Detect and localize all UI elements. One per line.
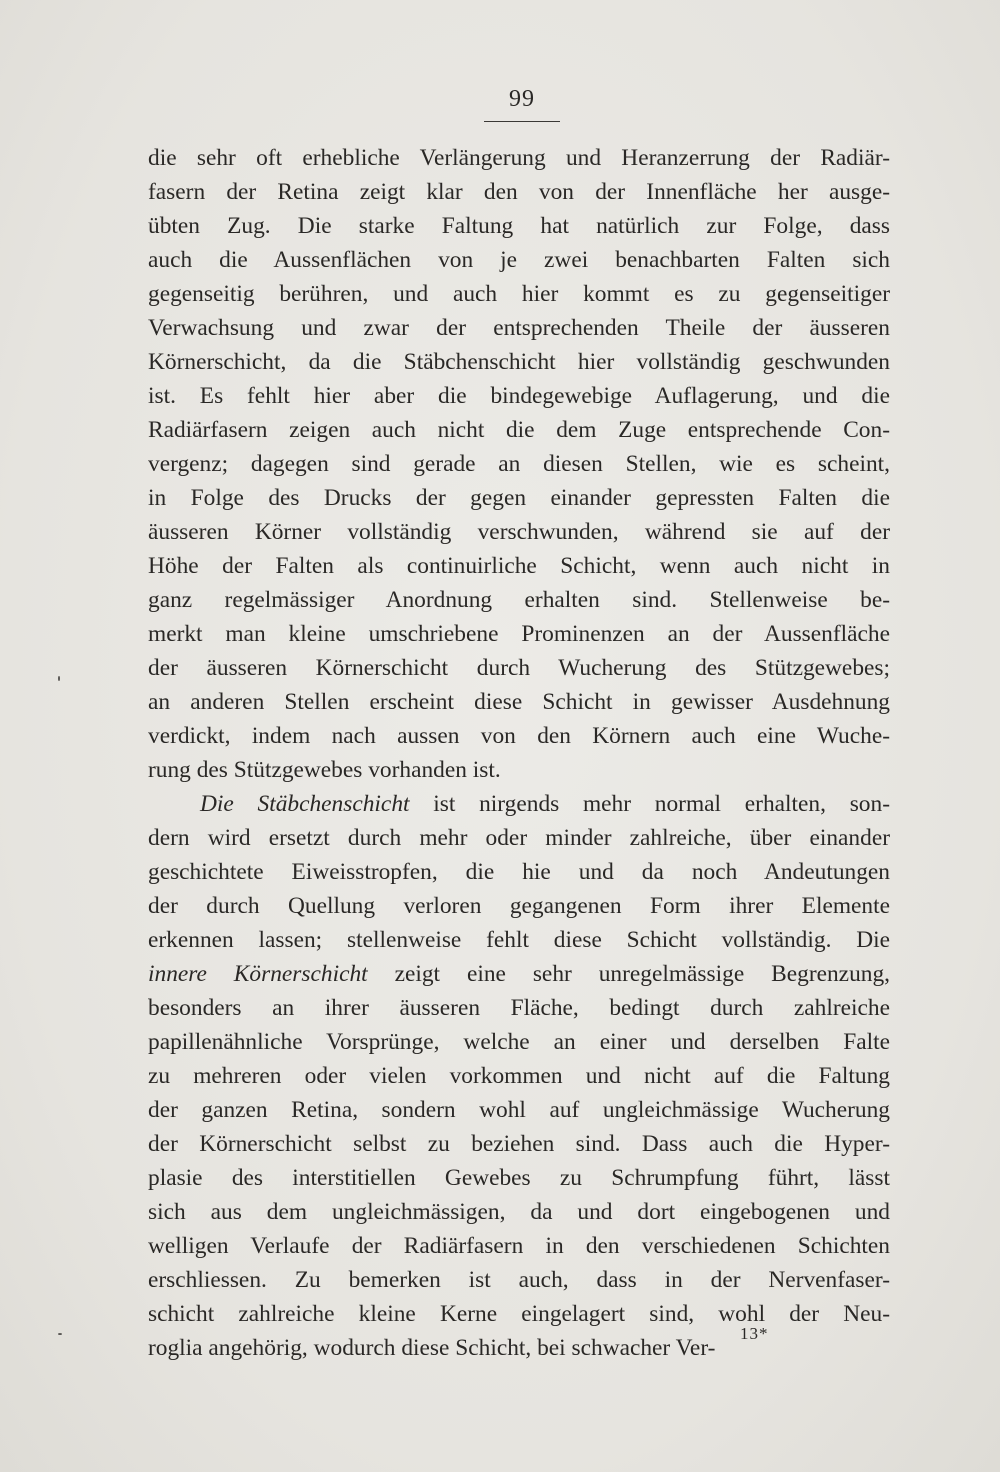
line-text: Körnerschicht, da die Stäbchenschicht hier vollständig geschwunden: [148, 349, 890, 375]
text-line: [148, 1059, 890, 1093]
line-text: welligen Verlaufe der Radiärfasern in den verschiedenen Schichten: [148, 1233, 890, 1259]
line-text: der durch Quellung verloren gegangenen Form ihrer Elemente: [148, 893, 890, 919]
line-text: schicht zahlreiche kleine Kerne eingelagert sind, wohl der Neu-: [148, 1301, 890, 1327]
text-line: [148, 753, 890, 787]
text-line: [148, 1195, 890, 1229]
text-line: [148, 583, 890, 617]
text-line: [148, 821, 890, 855]
text-line: [148, 855, 890, 889]
line-text: die sehr oft erhebliche Verlängerung und Heranzerrung der Radiär-: [148, 145, 890, 171]
print-speck: [58, 676, 60, 681]
text-line: [148, 345, 890, 379]
text-line: [148, 1263, 890, 1297]
text-line: [148, 1161, 890, 1195]
line-text: rung des Stützgewebes vorhanden ist.: [148, 757, 501, 783]
text-line: [148, 175, 890, 209]
line-text: ist nirgends mehr normal erhalten, son-: [409, 791, 890, 817]
text-line: [148, 1229, 890, 1263]
text-line: [148, 141, 890, 175]
text-line: [148, 515, 890, 549]
text-line: [148, 889, 890, 923]
line-text: gegenseitig berühren, und auch hier kommt es zu gegenseitiger: [148, 281, 890, 307]
text-line: [148, 277, 890, 311]
line-text: der ganzen Retina, sondern wohl auf ungleichmässige Wucherung: [148, 1097, 890, 1123]
line-text: zeigt eine sehr unregelmässige Begrenzung,: [367, 961, 890, 987]
line-text: merkt man kleine umschriebene Prominenzen an der Aussenfläche: [148, 621, 890, 647]
text-line: [148, 549, 890, 583]
text-line: [148, 209, 890, 243]
text-line: [148, 1297, 890, 1331]
text-line: [148, 991, 890, 1025]
line-text: zu mehreren oder vielen vorkommen und nicht auf die Faltung: [148, 1063, 890, 1089]
body-text: [148, 141, 890, 1365]
line-text: plasie des interstitiellen Gewebes zu Schrumpfung führt, lässt: [148, 1165, 890, 1191]
text-line: [148, 379, 890, 413]
text-line: [148, 1093, 890, 1127]
line-text: in Folge des Drucks der gegen einander gepressten Falten die: [148, 485, 890, 511]
line-text: der äusseren Körnerschicht durch Wucherung des Stützgewebes;: [148, 655, 890, 681]
line-text: Radiärfasern zeigen auch nicht die dem Zuge entsprechende Con-: [148, 417, 890, 443]
line-text: äusseren Körner vollständig verschwunden, während sie auf der: [148, 519, 890, 545]
text-line: [148, 1127, 890, 1161]
signature-mark: 13*: [740, 1324, 769, 1343]
line-text: verdickt, indem nach aussen von den Körnern auch eine Wuche-: [148, 723, 890, 749]
line-text: besonders an ihrer äusseren Fläche, bedingt durch zahlreiche: [148, 995, 890, 1021]
text-line: [148, 311, 890, 345]
page-number: 99: [509, 86, 535, 112]
line-text: erkennen lassen; stellenweise fehlt diese Schicht vollständig. Die: [148, 927, 890, 953]
line-text: vergenz; dagegen sind gerade an diesen Stellen, wie es scheint,: [148, 451, 890, 477]
text-line: [148, 481, 890, 515]
line-text: sich aus dem ungleichmässigen, da und dort eingebogenen und: [148, 1199, 890, 1225]
text-line: [148, 787, 890, 821]
italic-term: Die Stäbchenschicht: [200, 791, 410, 817]
page-number-rule: [484, 121, 560, 122]
line-text: der Körnerschicht selbst zu beziehen sind. Dass auch die Hyper-: [148, 1131, 890, 1157]
text-line: [148, 413, 890, 447]
text-line: [148, 651, 890, 685]
line-text: geschichtete Eiweisstropfen, die hie und da noch Andeutungen: [148, 859, 890, 885]
text-line: [148, 447, 890, 481]
line-text: an anderen Stellen erscheint diese Schicht in gewisser Ausdehnung: [148, 689, 890, 715]
text-line: [148, 957, 890, 991]
line-text: übten Zug. Die starke Faltung hat natürlich zur Folge, dass: [148, 213, 890, 239]
text-line: [148, 923, 890, 957]
text-line: [148, 1025, 890, 1059]
italic-term: innere Körnerschicht: [148, 961, 368, 987]
text-line: [148, 719, 890, 753]
line-text: ist. Es fehlt hier aber die bindegewebige Auflagerung, und die: [148, 383, 890, 409]
print-speck: [58, 1333, 62, 1335]
line-text: ganz regelmässiger Anordnung erhalten sind. Stellenweise be-: [148, 587, 890, 613]
line-text: Verwachsung und zwar der entsprechenden Theile der äusseren: [148, 315, 890, 341]
text-line: [148, 1331, 890, 1365]
text-line: [148, 685, 890, 719]
line-text: Höhe der Falten als continuirliche Schicht, wenn auch nicht in: [148, 553, 890, 579]
line-text: fasern der Retina zeigt klar den von der Innenfläche her ausge-: [148, 179, 890, 205]
line-text: erschliessen. Zu bemerken ist auch, dass in der Nervenfaser-: [148, 1267, 890, 1293]
text-line: [148, 243, 890, 277]
line-text: papillenähnliche Vorsprünge, welche an einer und derselben Falte: [148, 1029, 890, 1055]
line-text: roglia angehörig, wodurch diese Schicht, bei schwacher Ver-: [148, 1335, 716, 1361]
text-line: [148, 617, 890, 651]
line-text: dern wird ersetzt durch mehr oder minder zahlreiche, über einander: [148, 825, 890, 851]
line-text: auch die Aussenflächen von je zwei benachbarten Falten sich: [148, 247, 890, 273]
